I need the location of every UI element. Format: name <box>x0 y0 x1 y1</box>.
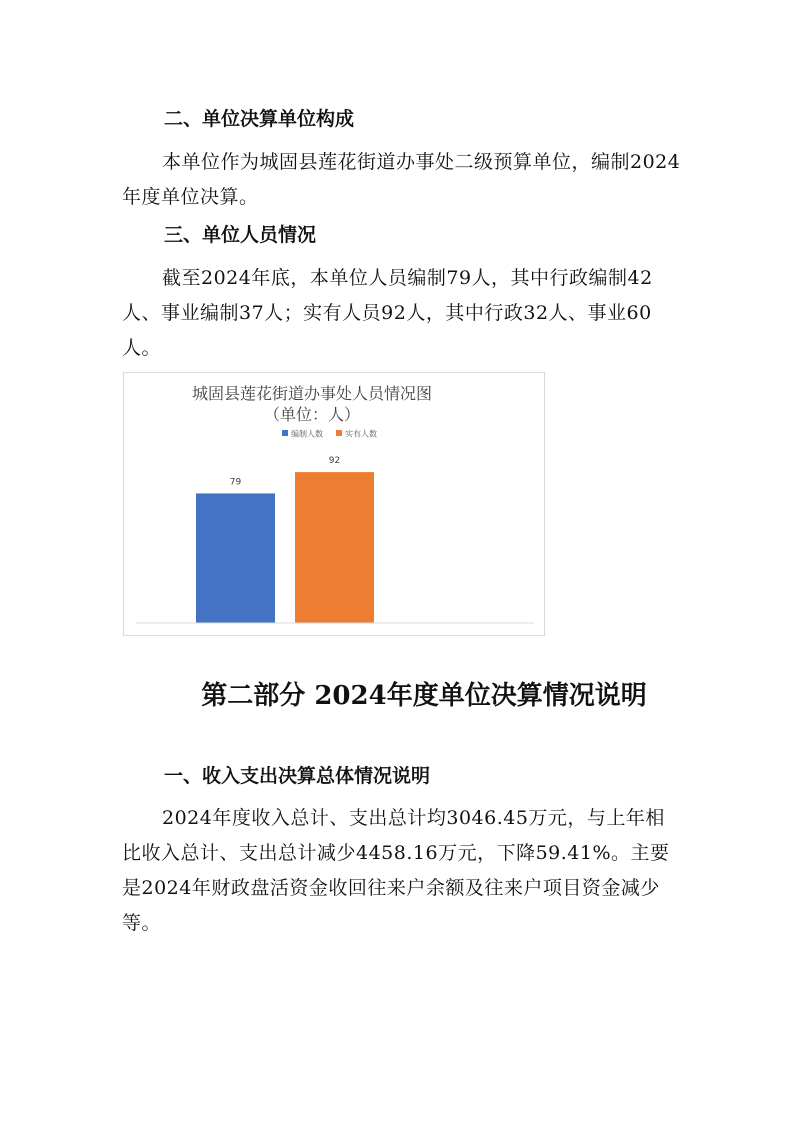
section-heading-staff: 三、单位人员情况 <box>164 224 317 246</box>
bar-value-label-0: 79 <box>229 477 242 488</box>
chart-legend <box>282 429 377 439</box>
paragraph-unit-composition <box>122 145 682 215</box>
paragraph-text: 2024年度收入总计、支出总计均3046.45万元，与上年相比收入总计、支出总计减少4458.16万元，下降59.41%。主要是2024年财政盘活资金收回往来户余额及往来户项目资金减少等。 <box>122 807 670 934</box>
staff-chart <box>123 372 545 636</box>
part-two-title: 第二部分 2024年度单位决算情况说明 <box>201 681 647 711</box>
chart-subtitle: （单位：人） <box>263 405 361 424</box>
paragraph-text: 截至2024年底，本单位人员编制79人，其中行政编制42人、事业编制37人；实有人员92人，其中行政32人、事业60人。 <box>122 267 653 359</box>
legend-swatch-0 <box>282 430 288 436</box>
paragraph-staff <box>122 261 682 366</box>
legend-label-1: 实有人数 <box>345 429 377 439</box>
bar-1 <box>295 472 374 623</box>
section-heading-income: 一、收入支出决算总体情况说明 <box>164 765 431 787</box>
legend-swatch-1 <box>336 430 342 436</box>
chart-bars <box>196 456 374 623</box>
paragraph-income <box>122 801 682 941</box>
chart-title: 城固县莲花街道办事处人员情况图 <box>191 384 433 403</box>
staff-chart-svg <box>124 373 544 635</box>
bar-0 <box>196 493 275 623</box>
bar-value-label-1: 92 <box>328 456 341 467</box>
legend-label-0: 编制人数 <box>291 429 323 439</box>
paragraph-text: 本单位作为城固县莲花街道办事处二级预算单位，编制2024年度单位决算。 <box>122 151 681 208</box>
section-heading-unit-composition: 二、单位决算单位构成 <box>164 108 355 130</box>
